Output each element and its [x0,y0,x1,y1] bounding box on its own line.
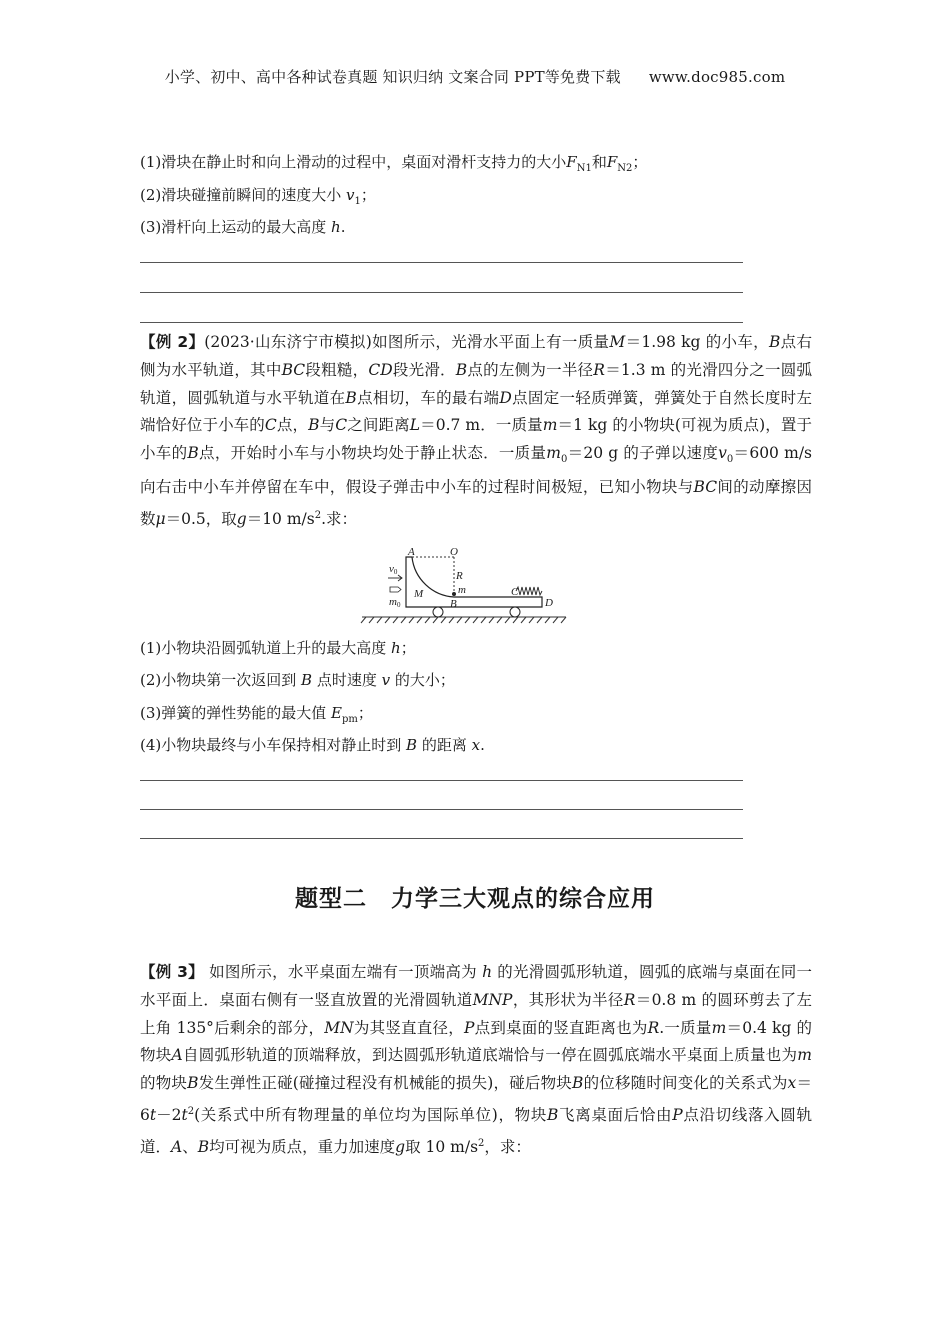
answer-line[interactable] [140,292,743,293]
ex2-question-3: (3)弹簧的弹性势能的最大值 $E_{pm}$； [140,704,373,725]
label-R: R [456,570,463,582]
spring [516,587,542,595]
label-O: O [450,546,458,558]
label-m0: m0 [389,596,401,609]
ex1-question-2: (2)滑块碰撞前瞬间的速度大小 $v_1$； [140,186,376,207]
ex1-question-3: (3)滑杆向上运动的最大高度 h. [140,218,346,236]
label-B: B [450,598,457,610]
answer-line[interactable] [140,809,743,810]
label-v0: v0 [389,563,398,576]
ex3-problem-text: 【例 3】 如图所示，水平桌面左端有一顶端高为 h 的光滑圆弧形轨道，圆弧的底端与桌面在同一水平面上．桌面右侧有一竖直放置的光滑圆轨道MNP，其形状为半径R＝0.8 m 的圆环剪去了左上角 135°后剩余的部分，MN为其竖直直径，P点到桌面的竖直距离也为R.一质量m＝0.4 kg 的物块A自圆弧形轨道的顶端释放，到达圆弧形轨道底端恰与一停在圆弧底端水平桌面上质量也为m的物块B发生弹性正碰(碰撞过程没有机械能的损失)，碰后物块B的位移随时间变化的关系式为$x=6t-2t^2$(关系式中所有物理量的单位均为国际单位)，物块B飞离桌面后恰由P点沿切线落入圆轨道．A、B均可视为质点，重力加速度g取 10 $m/s^2$，求： [140,963,812,1157]
label-m: m [458,584,466,596]
label-C: C [511,586,519,598]
header-text: 小学、初中、高中各种试卷真题 知识归纳 文案合同 PPT等免费下载 [164,68,621,86]
cart-body [406,557,542,607]
block-m [452,592,456,596]
section-title: 题型二 力学三大观点的综合应用 [295,886,655,912]
ex2-question-2: (2)小物块第一次返回到 B 点时速度 v 的大小； [140,671,455,689]
page-header [0,66,950,87]
label-A: A [408,546,415,558]
ex2-problem-text: 【例 2】(2023·山东济宁市模拟)如图所示，光滑水平面上有一质量M＝1.98 kg 的小车，B点右侧为水平轨道，其中BC段粗糙，CD段光滑．B点的左侧为一半径R＝1.3 m 的光滑四分之一圆弧轨道，圆弧轨道与水平轨道在B点相切，车的最右端D点固定一轻质弹簧，弹簧处于自然长度时左端恰好位于小车的C点，B与C之间距离L＝0.7 m．一质量m＝1 kg 的小物块(可视为质点)，置于小车的B点，开始时小车与小物块均处于静止状态．一质量$m_0=20$ g 的子弹以速度$v_0=600$ m/s 向右击中小车并停留在车中，假设子弹击中小车的过程时间极短，已知小物块与BC间的动摩擦因数μ＝0.5，取g＝10 $m/s^2$.求： [140,333,812,529]
answer-line[interactable] [140,838,743,839]
ground [361,617,566,623]
bullet [390,587,401,592]
header-url[interactable]: www.doc985.com [648,68,786,86]
answer-line[interactable] [140,780,743,781]
ex2-question-4: (4)小物块最终与小车保持相对静止时到 B 的距离 x. [140,736,485,754]
ex1-question-1: (1)滑块在静止时和向上滑动的过程中，桌面对滑杆支持力的大小$F_{N1}$和$F_{N2}$； [140,153,648,174]
label-M: M [414,588,424,600]
ex3-tag: 【例 3】 [140,963,204,981]
ex2-tag: 【例 2】 [140,333,205,351]
right-wheel [510,607,520,617]
answer-line[interactable] [140,322,743,323]
cart-diagram [360,545,570,631]
left-wheel [433,607,443,617]
answer-line[interactable] [140,262,743,263]
ex2-question-1: (1)小物块沿圆弧轨道上升的最大高度 h； [140,639,416,657]
label-D: D [545,597,553,609]
